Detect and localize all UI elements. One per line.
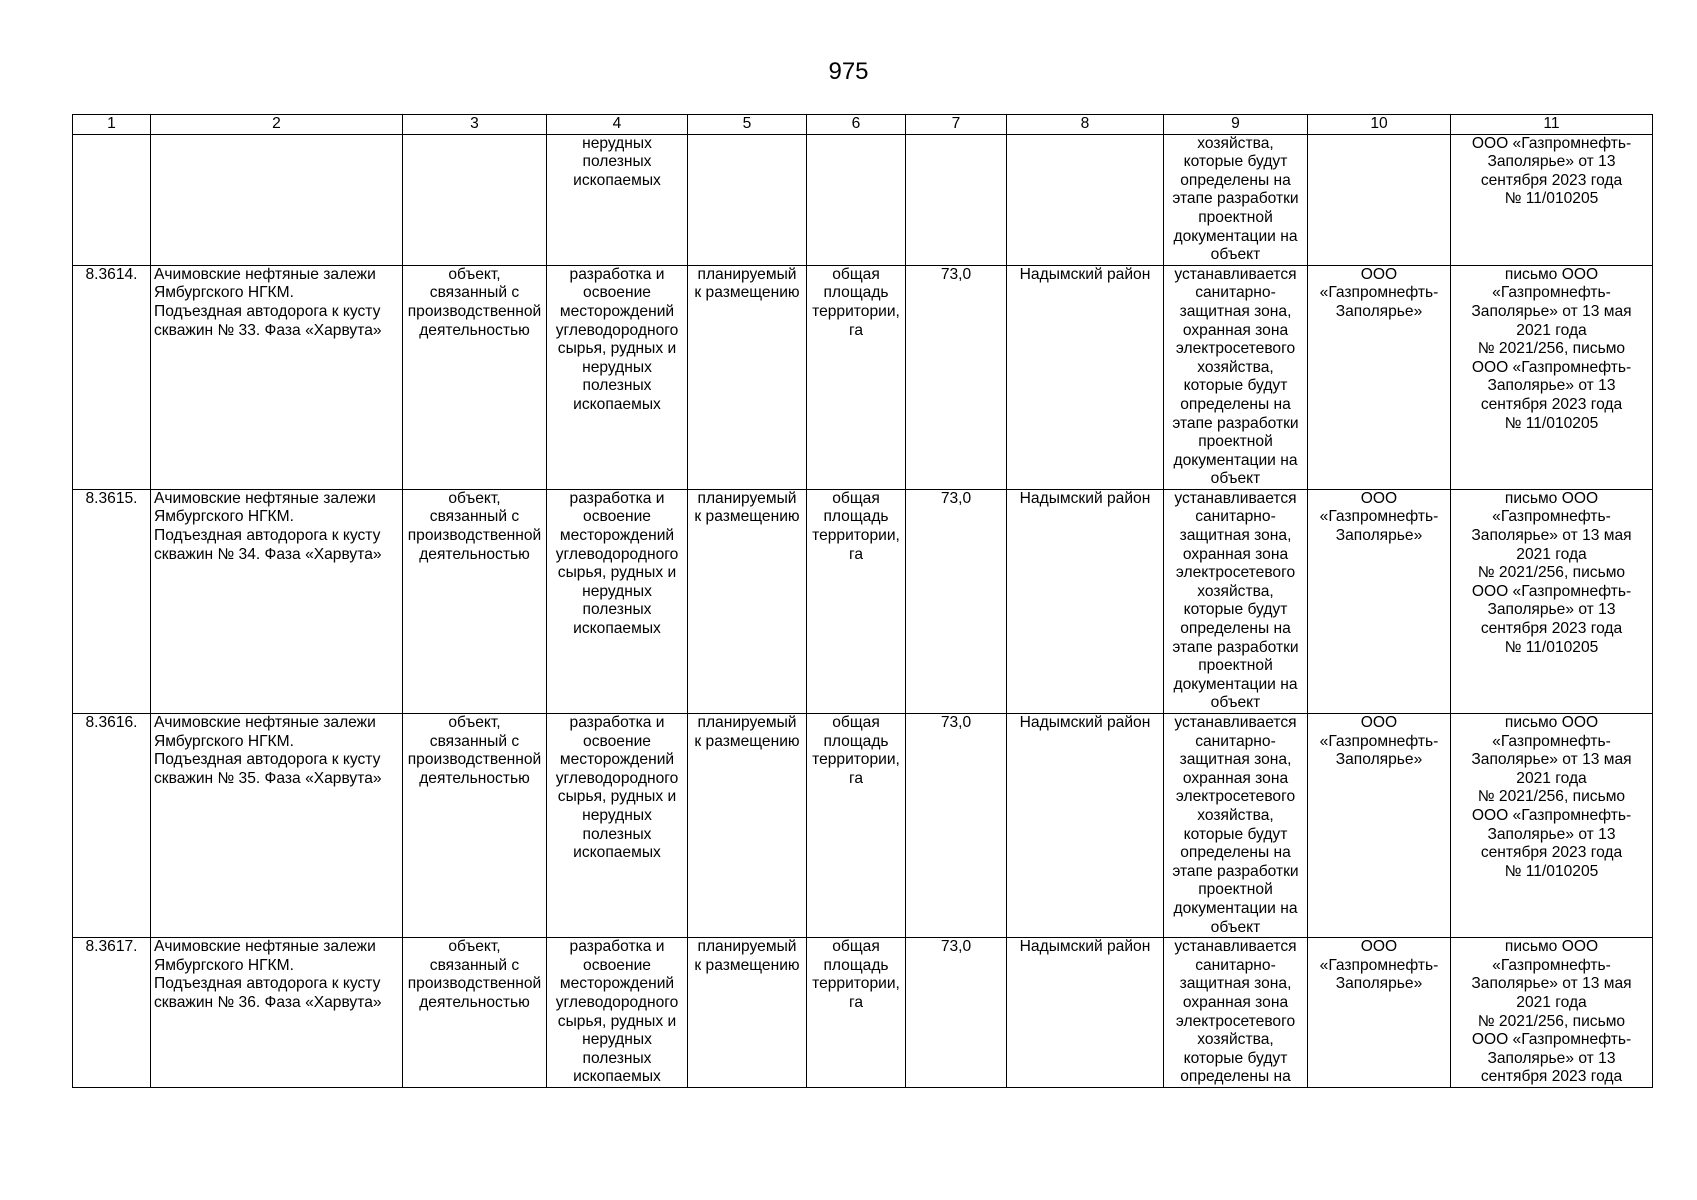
header-row bbox=[73, 115, 1653, 135]
cell-status: планируемый к размещению bbox=[688, 265, 807, 489]
cell-type: объект, связанный с производственной деятельностью bbox=[403, 489, 547, 713]
cell-location: Надымский район bbox=[1007, 938, 1164, 1088]
cell-purpose: разработка и освоение месторождений углеводородного сырья, рудных и нерудных полезных ископаемых bbox=[547, 938, 688, 1088]
continuation-row bbox=[73, 134, 1653, 265]
column-header: 3 bbox=[403, 115, 547, 135]
cell-owner: ООО «Газпромнефть- Заполярье» bbox=[1308, 265, 1451, 489]
cell-status bbox=[688, 134, 807, 265]
cell-basis: письмо ООО «Газпромнефть- Заполярье» от 13 мая 2021 года № 2021/256, письмо ООО «Газпромнефть- Заполярье» от 13 сентября 2023 года № 11/010205 bbox=[1451, 714, 1653, 938]
cell-name: Ачимовские нефтяные залежи Ямбургского НГКМ. Подъездная автодорога к кусту скважин № 35. Фаза «Харвута» bbox=[151, 714, 403, 938]
cell-characteristic: общая площадь территории, га bbox=[807, 265, 906, 489]
cell-status: планируемый к размещению bbox=[688, 714, 807, 938]
cell-location bbox=[1007, 134, 1164, 265]
cell-name: Ачимовские нефтяные залежи Ямбургского НГКМ. Подъездная автодорога к кусту скважин № 33. Фаза «Харвута» bbox=[151, 265, 403, 489]
cell-value: 73,0 bbox=[906, 938, 1007, 1088]
column-header: 5 bbox=[688, 115, 807, 135]
cell-basis: письмо ООО «Газпромнефть- Заполярье» от 13 мая 2021 года № 2021/256, письмо ООО «Газпромнефть- Заполярье» от 13 сентября 2023 года № 11/010205 bbox=[1451, 265, 1653, 489]
cell-number bbox=[73, 134, 151, 265]
cell-type: объект, связанный с производственной деятельностью bbox=[403, 265, 547, 489]
cell-type: объект, связанный с производственной деятельностью bbox=[403, 714, 547, 938]
cell-zone: хозяйства, которые будут определены на этапе разработки проектной документации на объект bbox=[1164, 134, 1308, 265]
table-row bbox=[73, 265, 1653, 489]
cell-location: Надымский район bbox=[1007, 265, 1164, 489]
column-header: 8 bbox=[1007, 115, 1164, 135]
cell-basis: ООО «Газпромнефть- Заполярье» от 13 сентября 2023 года № 11/010205 bbox=[1451, 134, 1653, 265]
cell-characteristic: общая площадь территории, га bbox=[807, 938, 906, 1088]
cell-status: планируемый к размещению bbox=[688, 489, 807, 713]
column-header: 11 bbox=[1451, 115, 1653, 135]
cell-characteristic: общая площадь территории, га bbox=[807, 714, 906, 938]
table-row bbox=[73, 489, 1653, 713]
cell-number: 8.3617. bbox=[73, 938, 151, 1088]
column-header: 6 bbox=[807, 115, 906, 135]
cell-owner bbox=[1308, 134, 1451, 265]
column-header: 2 bbox=[151, 115, 403, 135]
cell-basis: письмо ООО «Газпромнефть- Заполярье» от 13 мая 2021 года № 2021/256, письмо ООО «Газпромнефть- Заполярье» от 13 сентября 2023 года № 11/010205 bbox=[1451, 489, 1653, 713]
column-header: 1 bbox=[73, 115, 151, 135]
column-header: 10 bbox=[1308, 115, 1451, 135]
cell-type: объект, связанный с производственной деятельностью bbox=[403, 938, 547, 1088]
cell-value: 73,0 bbox=[906, 714, 1007, 938]
cell-characteristic bbox=[807, 134, 906, 265]
cell-basis: письмо ООО «Газпромнефть- Заполярье» от 13 мая 2021 года № 2021/256, письмо ООО «Газпромнефть- Заполярье» от 13 сентября 2023 года bbox=[1451, 938, 1653, 1088]
cell-value bbox=[906, 134, 1007, 265]
cell-number: 8.3614. bbox=[73, 265, 151, 489]
column-header: 7 bbox=[906, 115, 1007, 135]
page-number: 975 bbox=[828, 58, 869, 85]
cell-owner: ООО «Газпромнефть- Заполярье» bbox=[1308, 938, 1451, 1088]
cell-location: Надымский район bbox=[1007, 714, 1164, 938]
cell-status: планируемый к размещению bbox=[688, 938, 807, 1088]
cell-name bbox=[151, 134, 403, 265]
cell-purpose: разработка и освоение месторождений углеводородного сырья, рудных и нерудных полезных ископаемых bbox=[547, 714, 688, 938]
cell-value: 73,0 bbox=[906, 265, 1007, 489]
column-header: 9 bbox=[1164, 115, 1308, 135]
cell-name: Ачимовские нефтяные залежи Ямбургского НГКМ. Подъездная автодорога к кусту скважин № 36. Фаза «Харвута» bbox=[151, 938, 403, 1088]
cell-number: 8.3616. bbox=[73, 714, 151, 938]
table-row bbox=[73, 938, 1653, 1088]
cell-value: 73,0 bbox=[906, 489, 1007, 713]
cell-name: Ачимовские нефтяные залежи Ямбургского НГКМ. Подъездная автодорога к кусту скважин № 34. Фаза «Харвута» bbox=[151, 489, 403, 713]
cell-zone: устанавливается санитарно- защитная зона, охранная зона электросетевого хозяйства, которые будут определены на этапе разработки проектной документации на объект bbox=[1164, 265, 1308, 489]
registry-table bbox=[72, 114, 1653, 1088]
cell-purpose: нерудных полезных ископаемых bbox=[547, 134, 688, 265]
cell-zone: устанавливается санитарно- защитная зона, охранная зона электросетевого хозяйства, которые будут определены на этапе разработки проектной документации на объект bbox=[1164, 714, 1308, 938]
table-row bbox=[73, 714, 1653, 938]
column-header: 4 bbox=[547, 115, 688, 135]
cell-owner: ООО «Газпромнефть- Заполярье» bbox=[1308, 714, 1451, 938]
cell-number: 8.3615. bbox=[73, 489, 151, 713]
cell-type bbox=[403, 134, 547, 265]
cell-purpose: разработка и освоение месторождений углеводородного сырья, рудных и нерудных полезных ископаемых bbox=[547, 265, 688, 489]
cell-characteristic: общая площадь территории, га bbox=[807, 489, 906, 713]
cell-zone: устанавливается санитарно- защитная зона, охранная зона электросетевого хозяйства, которые будут определены на bbox=[1164, 938, 1308, 1088]
cell-owner: ООО «Газпромнефть- Заполярье» bbox=[1308, 489, 1451, 713]
cell-location: Надымский район bbox=[1007, 489, 1164, 713]
cell-purpose: разработка и освоение месторождений углеводородного сырья, рудных и нерудных полезных ископаемых bbox=[547, 489, 688, 713]
cell-zone: устанавливается санитарно- защитная зона, охранная зона электросетевого хозяйства, которые будут определены на этапе разработки проектной документации на объект bbox=[1164, 489, 1308, 713]
